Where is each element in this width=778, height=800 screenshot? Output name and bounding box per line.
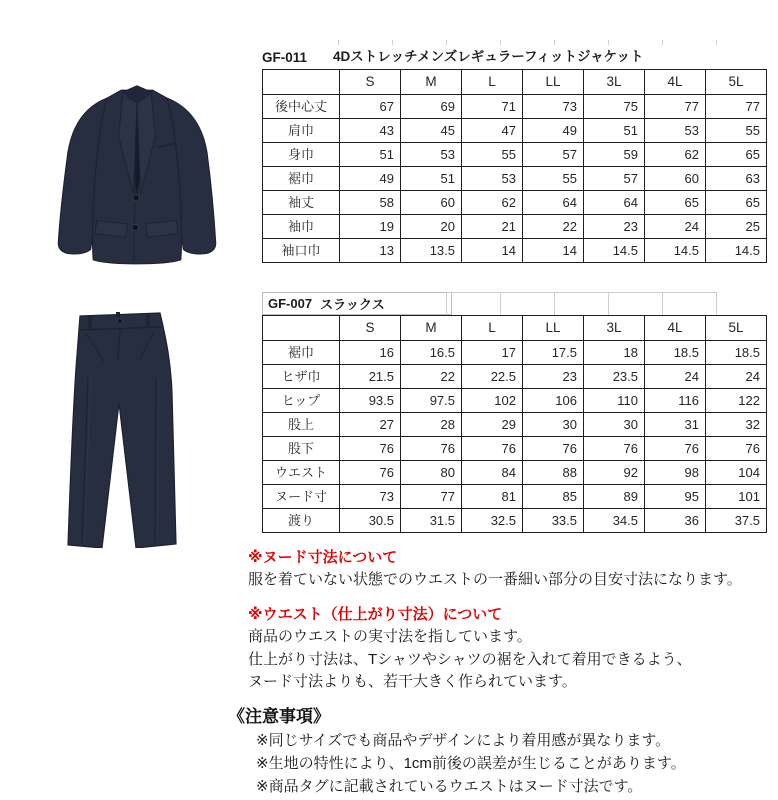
waist-body-line: ヌード寸法よりも、若干大きく作られています。 xyxy=(248,673,577,690)
measure-value: 85 xyxy=(523,485,584,509)
size-column-header: S xyxy=(340,316,401,341)
measure-value: 30 xyxy=(523,413,584,437)
measure-value: 13 xyxy=(340,239,401,263)
measure-row xyxy=(263,341,767,365)
measure-label: 袖巾 xyxy=(263,215,340,239)
measure-value: 49 xyxy=(340,167,401,191)
measure-value: 17.5 xyxy=(523,341,584,365)
measure-value: 65 xyxy=(645,191,706,215)
slacks-product-code: GF-007 xyxy=(268,296,313,311)
belt-loop xyxy=(146,314,150,328)
nude-size-heading: ※ヌード寸法について xyxy=(248,549,398,566)
measure-value: 76 xyxy=(340,437,401,461)
size-header-row xyxy=(263,70,767,95)
size-column-header: LL xyxy=(523,70,584,95)
measure-value: 102 xyxy=(462,389,523,413)
measure-value: 116 xyxy=(645,389,706,413)
measure-value: 18.5 xyxy=(706,341,767,365)
size-column-header: 3L xyxy=(584,70,645,95)
measure-value: 58 xyxy=(340,191,401,215)
measure-value: 80 xyxy=(401,461,462,485)
measure-label: 袖口巾 xyxy=(263,239,340,263)
measure-value: 53 xyxy=(645,119,706,143)
measure-value: 81 xyxy=(462,485,523,509)
measure-value: 32 xyxy=(706,413,767,437)
measure-value: 95 xyxy=(645,485,706,509)
excel-gridline-ticks xyxy=(446,292,717,315)
measure-value: 77 xyxy=(401,485,462,509)
measure-label: 渡り xyxy=(263,509,340,533)
measure-value: 73 xyxy=(340,485,401,509)
measure-value: 21 xyxy=(462,215,523,239)
measure-row xyxy=(263,509,767,533)
size-column-header: 5L xyxy=(706,316,767,341)
measure-value: 22.5 xyxy=(462,365,523,389)
size-column-header: 4L xyxy=(645,316,706,341)
slacks-size-table xyxy=(262,315,767,533)
measure-row xyxy=(263,239,767,263)
measure-value: 51 xyxy=(584,119,645,143)
measure-value: 60 xyxy=(401,191,462,215)
measure-value: 69 xyxy=(401,95,462,119)
measure-value: 16.5 xyxy=(401,341,462,365)
measure-value: 21.5 xyxy=(340,365,401,389)
measure-value: 62 xyxy=(645,143,706,167)
measure-value: 73 xyxy=(523,95,584,119)
measure-label: 裾巾 xyxy=(263,341,340,365)
measure-value: 43 xyxy=(340,119,401,143)
size-column-header: M xyxy=(401,316,462,341)
measure-row xyxy=(263,143,767,167)
measure-value: 37.5 xyxy=(706,509,767,533)
measure-value: 76 xyxy=(401,437,462,461)
size-header-row xyxy=(263,316,767,341)
measure-value: 49 xyxy=(523,119,584,143)
measure-row xyxy=(263,485,767,509)
measure-value: 75 xyxy=(584,95,645,119)
nude-size-body: 服を着ていない状態でのウエストの一番細い部分の目安寸法になります。 xyxy=(248,571,742,588)
measure-value: 62 xyxy=(462,191,523,215)
measure-value: 24 xyxy=(645,365,706,389)
measure-value: 18 xyxy=(584,341,645,365)
measure-value: 14 xyxy=(523,239,584,263)
waist-body-line: 仕上がり寸法は、Tシャツやシャツの裾を入れて着用できるよう、 xyxy=(248,650,692,668)
jacket-product-name: 4Dストレッチメンズレギュラーフィットジャケット xyxy=(333,49,644,64)
measure-value: 22 xyxy=(401,365,462,389)
size-column-header: L xyxy=(462,70,523,95)
measure-value: 23 xyxy=(584,215,645,239)
measure-value: 45 xyxy=(401,119,462,143)
jacket-size-table xyxy=(262,69,767,263)
measure-value: 20 xyxy=(401,215,462,239)
measure-value: 27 xyxy=(340,413,401,437)
measure-value: 14 xyxy=(462,239,523,263)
measure-value: 33.5 xyxy=(523,509,584,533)
measure-value: 88 xyxy=(523,461,584,485)
measure-value: 67 xyxy=(340,95,401,119)
measure-value: 77 xyxy=(645,95,706,119)
measure-value: 97.5 xyxy=(401,389,462,413)
measure-value: 25 xyxy=(706,215,767,239)
slacks-illustration xyxy=(60,308,180,548)
jacket-photo xyxy=(32,62,242,274)
measure-value: 101 xyxy=(706,485,767,509)
caution-list xyxy=(256,729,686,798)
jacket-product-code: GF-011 xyxy=(262,50,308,65)
measure-value: 57 xyxy=(584,167,645,191)
measure-value: 53 xyxy=(462,167,523,191)
corner-cell xyxy=(263,70,340,95)
measure-value: 93.5 xyxy=(340,389,401,413)
measure-value: 76 xyxy=(706,437,767,461)
measure-value: 63 xyxy=(706,167,767,191)
measure-value: 55 xyxy=(523,167,584,191)
measure-label: ヒップ xyxy=(263,389,340,413)
measure-label: ヌード寸 xyxy=(263,485,340,509)
measure-value: 65 xyxy=(706,143,767,167)
measure-value: 104 xyxy=(706,461,767,485)
measure-value: 77 xyxy=(706,95,767,119)
measure-value: 76 xyxy=(584,437,645,461)
measure-label: 袖丈 xyxy=(263,191,340,215)
measure-row xyxy=(263,215,767,239)
measure-value: 14.5 xyxy=(645,239,706,263)
waist-size-heading: ※ウエスト（仕上がり寸法）について xyxy=(248,606,503,623)
measure-row xyxy=(263,191,767,215)
measure-row xyxy=(263,437,767,461)
measure-value: 76 xyxy=(462,437,523,461)
caution-heading: 《注意事項》 xyxy=(228,707,330,726)
measure-value: 31.5 xyxy=(401,509,462,533)
corner-cell xyxy=(263,316,340,341)
measure-value: 71 xyxy=(462,95,523,119)
caution-item: ※同じサイズでも商品やデザインにより着用感が異なります。 xyxy=(256,732,671,749)
measure-value: 24 xyxy=(706,365,767,389)
measure-value: 19 xyxy=(340,215,401,239)
measure-value: 110 xyxy=(584,389,645,413)
measure-value: 76 xyxy=(523,437,584,461)
measure-value: 32.5 xyxy=(462,509,523,533)
measure-value: 59 xyxy=(584,143,645,167)
slacks-table-title-row xyxy=(262,292,717,315)
measure-value: 65 xyxy=(706,191,767,215)
measure-value: 106 xyxy=(523,389,584,413)
measure-value: 55 xyxy=(462,143,523,167)
slacks-product-name: スラックス xyxy=(320,297,385,312)
measure-value: 64 xyxy=(523,191,584,215)
measure-value: 51 xyxy=(401,167,462,191)
measure-value: 30.5 xyxy=(340,509,401,533)
measure-row xyxy=(263,119,767,143)
measure-label: ウエスト xyxy=(263,461,340,485)
measure-label: 股上 xyxy=(263,413,340,437)
jacket-table-title xyxy=(262,45,644,65)
size-column-header: LL xyxy=(523,316,584,341)
measure-value: 14.5 xyxy=(706,239,767,263)
measure-value: 28 xyxy=(401,413,462,437)
measure-value: 30 xyxy=(584,413,645,437)
size-column-header: L xyxy=(462,316,523,341)
measure-label: ヒザ巾 xyxy=(263,365,340,389)
measure-label: 身巾 xyxy=(263,143,340,167)
measure-value: 29 xyxy=(462,413,523,437)
measure-value: 13.5 xyxy=(401,239,462,263)
measure-label: 裾巾 xyxy=(263,167,340,191)
measure-value: 64 xyxy=(584,191,645,215)
measure-value: 24 xyxy=(645,215,706,239)
measure-value: 14.5 xyxy=(584,239,645,263)
measure-value: 55 xyxy=(706,119,767,143)
measure-value: 89 xyxy=(584,485,645,509)
measure-value: 60 xyxy=(645,167,706,191)
measure-value: 23 xyxy=(523,365,584,389)
measure-value: 122 xyxy=(706,389,767,413)
measure-row xyxy=(263,365,767,389)
caution-item: ※生地の特性により、1cm前後の誤差が生じることがあります。 xyxy=(256,755,686,772)
measure-value: 23.5 xyxy=(584,365,645,389)
size-column-header: 3L xyxy=(584,316,645,341)
jacket-illustration xyxy=(32,62,242,274)
slacks-waist-button xyxy=(118,319,123,324)
size-column-header: S xyxy=(340,70,401,95)
measure-row xyxy=(263,461,767,485)
measure-value: 17 xyxy=(462,341,523,365)
measure-label: 後中心丈 xyxy=(263,95,340,119)
measure-row xyxy=(263,413,767,437)
measure-label: 股下 xyxy=(263,437,340,461)
measure-value: 76 xyxy=(645,437,706,461)
size-column-header: 5L xyxy=(706,70,767,95)
measure-value: 92 xyxy=(584,461,645,485)
size-column-header: 4L xyxy=(645,70,706,95)
measure-value: 36 xyxy=(645,509,706,533)
measure-value: 51 xyxy=(340,143,401,167)
jacket-button-top xyxy=(133,195,139,201)
measure-value: 34.5 xyxy=(584,509,645,533)
measure-value: 22 xyxy=(523,215,584,239)
measure-label: 肩巾 xyxy=(263,119,340,143)
jacket-button-bottom xyxy=(132,224,138,230)
measure-value: 18.5 xyxy=(645,341,706,365)
measure-value: 53 xyxy=(401,143,462,167)
measure-value: 16 xyxy=(340,341,401,365)
waist-body-line: 商品のウエストの実寸法を指しています。 xyxy=(248,628,532,645)
measure-value: 57 xyxy=(523,143,584,167)
waist-size-body xyxy=(248,626,692,694)
measure-value: 98 xyxy=(645,461,706,485)
measure-value: 47 xyxy=(462,119,523,143)
measure-row xyxy=(263,389,767,413)
belt-loop xyxy=(116,312,120,318)
belt-loop xyxy=(88,315,92,329)
caution-item: ※商品タグに記載されているウエストはヌード寸法です。 xyxy=(256,778,643,795)
measure-value: 31 xyxy=(645,413,706,437)
measure-row xyxy=(263,95,767,119)
slacks-photo xyxy=(60,308,180,548)
measure-value: 84 xyxy=(462,461,523,485)
slacks-table-title xyxy=(262,292,452,315)
measure-value: 76 xyxy=(340,461,401,485)
size-column-header: M xyxy=(401,70,462,95)
measure-row xyxy=(263,167,767,191)
